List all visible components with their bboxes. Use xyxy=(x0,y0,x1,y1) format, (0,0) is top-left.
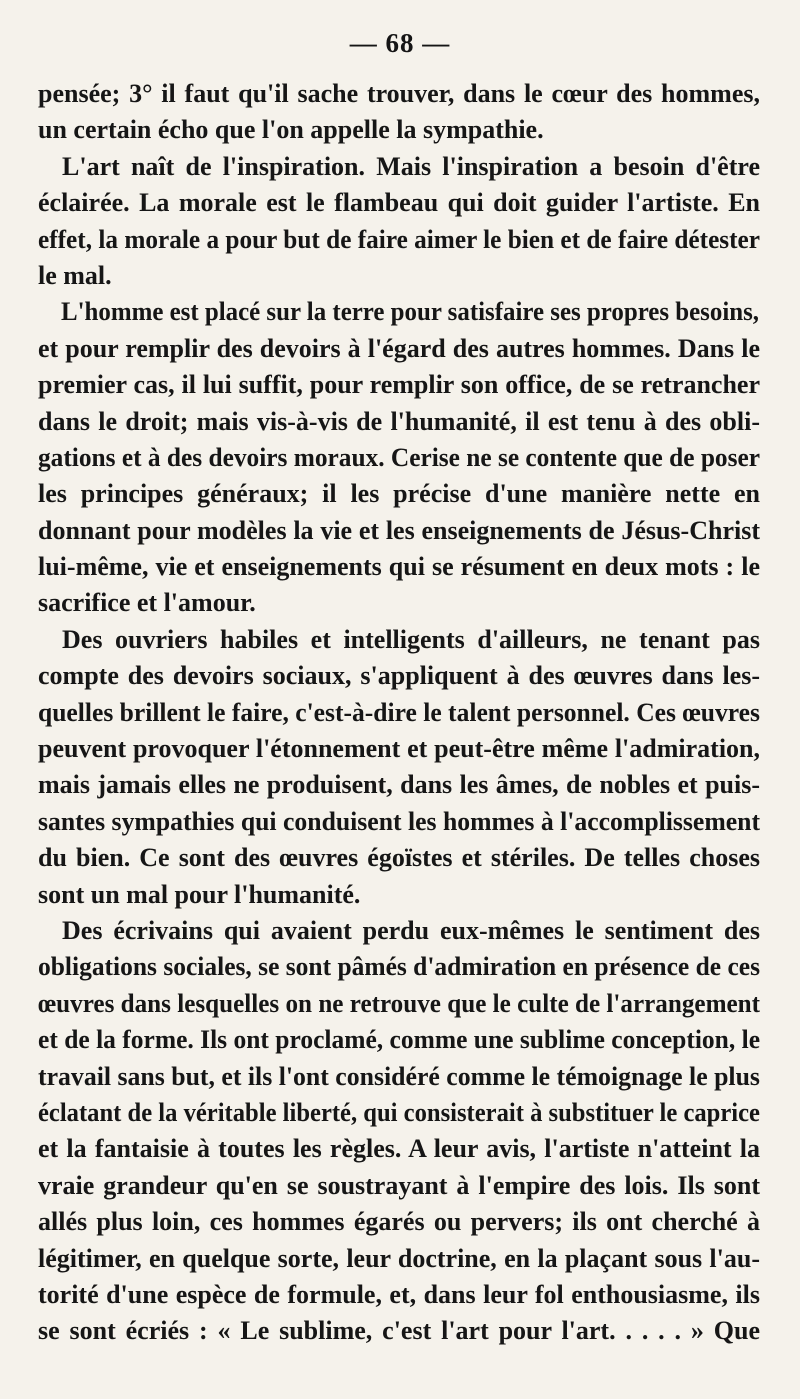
text-line: et de la forme. Ils ont proclamé, comme une sublime conception, le xyxy=(38,1025,761,1055)
text-line: travail sans but, et ils l'ont considéré comme le témoignage le plus xyxy=(38,1061,760,1091)
text-line: vraie grandeur qu'en se soustrayant à l'empire des lois. Ils sont xyxy=(38,1170,760,1200)
text-line: gations et à des devoirs moraux. Cerise ne se contente que de poser xyxy=(38,442,760,472)
text-line: et pour remplir des devoirs à l'égard des autres hommes. Dans le xyxy=(38,333,760,363)
text-line: allés plus loin, ces hommes égarés ou pervers; ils ont cherché à xyxy=(38,1207,760,1237)
text-line: L'homme est placé sur la terre pour satisfaire ses propres besoins, xyxy=(60,297,760,327)
text-line: donnant pour modèles la vie et les enseignements de Jésus-Christ xyxy=(38,515,760,545)
text-line: éclairée. La morale est le flambeau qui doit guider l'artiste. En xyxy=(38,188,760,218)
text-line: lui-même, vie et enseignements qui se résument en deux mots : le xyxy=(38,552,760,582)
text-line: Des écrivains qui avaient perdu eux-mêmes le sentiment des xyxy=(62,915,760,945)
text-line: torité d'une espèce de formule, et, dans leur fol enthousiasme, ils xyxy=(38,1279,760,1309)
text-line: se sont écriés : « Le sublime, c'est l'art pour l'art. . . . . » Que xyxy=(38,1316,760,1346)
paragraph xyxy=(38,76,760,149)
text-line: peuvent provoquer l'étonnement et peut-être même l'admiration, xyxy=(38,734,760,764)
text-line: dans le droit; mais vis-à-vis de l'humanité, il est tenu à des obli- xyxy=(38,406,760,436)
text-line: obligations sociales, se sont pâmés d'admiration en présence de ces xyxy=(38,952,760,982)
paragraph xyxy=(38,149,760,295)
text-line: du bien. Ce sont des œuvres égoïstes et stériles. De telles choses xyxy=(38,843,760,873)
text-line: compte des devoirs sociaux, s'appliquent à des œuvres dans les- xyxy=(38,661,760,691)
text-line: santes sympathies qui conduisent les hommes à l'accomplissement xyxy=(38,806,761,836)
text-line: quelles brillent le faire, c'est-à-dire le talent personnel. Ces œuvres xyxy=(38,697,760,727)
text-line: le mal. xyxy=(38,260,112,290)
paragraph xyxy=(38,913,760,1350)
text-line: sont un mal pour l'humanité. xyxy=(38,879,361,909)
text-line: œuvres dans lesquelles on ne retrouve que le culte de l'arrangement xyxy=(38,988,761,1018)
text-line: effet, la morale a pour but de faire aimer le bien et de faire détester xyxy=(38,224,761,254)
paragraph xyxy=(38,294,760,622)
text-line: légitimer, en quelque sorte, leur doctrine, en la plaçant sous l'au- xyxy=(38,1243,760,1273)
text-line: pensée; 3° il faut qu'il sache trouver, dans le cœur des hommes, xyxy=(38,79,760,108)
text-line: premier cas, il lui suffit, pour remplir son office, de se retrancher xyxy=(38,370,760,400)
text-line: et la fantaisie à toutes les règles. A leur avis, l'artiste n'atteint la xyxy=(38,1134,760,1164)
text-line: Des ouvriers habiles et intelligents d'ailleurs, ne tenant pas xyxy=(62,624,760,654)
paragraph xyxy=(38,622,760,913)
body-text xyxy=(38,76,760,1350)
text-line: sacrifice et l'amour. xyxy=(38,588,256,618)
text-line: éclatant de la véritable liberté, qui consisterait à substituer le caprice xyxy=(38,1097,760,1127)
page-number: — 68 — xyxy=(349,28,451,58)
text-line: L'art naît de l'inspiration. Mais l'inspiration a besoin d'être xyxy=(62,151,760,181)
text-line: mais jamais elles ne produisent, dans les âmes, de nobles et puis- xyxy=(38,770,760,800)
text-line: les principes généraux; il les précise d'une manière nette en xyxy=(38,479,760,509)
text-line: un certain écho que l'on appelle la sympathie. xyxy=(38,115,544,145)
